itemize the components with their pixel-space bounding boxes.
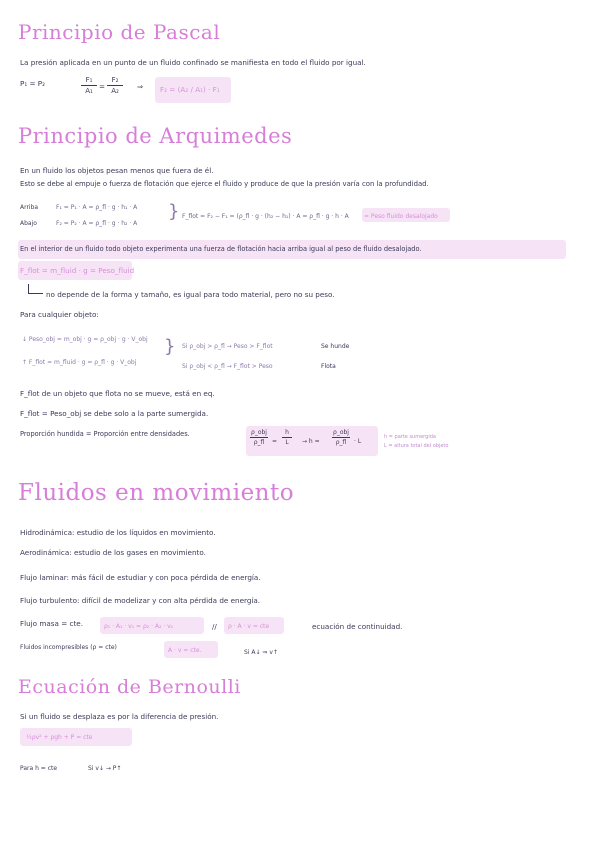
bernoulli-line2-b: Si v↓ → P↑	[88, 765, 122, 772]
fluidos-incomp-eq: A · v = cte.	[168, 647, 202, 654]
arquimedes-title: Principio de Arquimedes	[18, 124, 293, 148]
arq-prop-arrow: → h =	[302, 438, 320, 445]
brace-icon: }	[164, 336, 176, 357]
arq-prop-note1: h = parte sumergida	[384, 434, 436, 440]
pascal-arrow: ⇒	[137, 82, 144, 91]
bernoulli-title: Ecuación de Bernoulli	[18, 676, 241, 698]
frac-den: A₂	[111, 87, 119, 95]
arq-prop-frac1	[250, 429, 268, 446]
arq-arriba-label: Arriba	[20, 204, 39, 211]
arq-prop-label: Proporción hundida = Proporción entre densidades.	[20, 430, 190, 438]
arq-arriba-eq: F₁ = P₁ · A = ρ_fl · g · h₁ · A	[56, 204, 138, 211]
frac-den: ρ_fl	[253, 439, 265, 446]
fluidos-incomp-note: Si A↓ ⇒ v↑	[244, 649, 278, 656]
pascal-title: Principio de Pascal	[18, 20, 221, 44]
pascal-eq1: P₁ = P₂	[20, 79, 46, 88]
frac-num: F₂	[111, 76, 119, 84]
pascal-eq-sign: =	[99, 82, 106, 91]
arq-cond2: Si ρ_obj < ρ_fl → F_flot > Peso	[182, 363, 273, 370]
fluidos-masa-label: Flujo masa = cte.	[20, 619, 83, 628]
pascal-definition: La presión aplicada en un punto de un fluido confinado se manifiesta en todo el fluido por igual.	[20, 58, 366, 67]
arq-cond1: Si ρ_obj > ρ_fl → Peso > F_flot	[182, 343, 273, 350]
fluidos-aero: Aerodinámica: estudio de los gases en movimiento.	[20, 548, 206, 557]
arq-line2: Esto se debe al empuje o fuerza de flotación que ejerce el fluido y produce de que la presión varía con la profundidad.	[20, 180, 429, 188]
frac-den: A₁	[85, 87, 93, 95]
arq-prop-tail: · L	[354, 438, 362, 445]
arq-principle-eq: F_flot = m_fluid · g = Peso_fluid	[20, 266, 135, 275]
frac-num: F₁	[85, 76, 93, 84]
arq-prop-eq: =	[272, 438, 278, 445]
arq-flot-result: = Peso fluido desalojado	[364, 213, 438, 220]
arq-abajo-label: Abajo	[20, 220, 37, 227]
arq-peso-obj: ↓ Peso_obj = m_obj · g = ρ_obj · g · V_obj	[22, 336, 148, 343]
arq-line1: En un fluido los objetos pesan menos que fuera de él.	[20, 166, 214, 175]
arq-prop-frac2	[282, 429, 292, 446]
bernoulli-eq: ½ρv² + ρgh + P = cte	[26, 734, 93, 741]
frac-den: L	[285, 439, 289, 446]
fluidos-masa-eq2: ρ · A · v = cte	[228, 623, 270, 630]
arq-prop-frac3	[332, 429, 350, 446]
fluidos-masa-sep: //	[212, 622, 217, 631]
arq-res2: Flota	[321, 363, 336, 370]
fluidos-laminar: Flujo laminar: más fácil de estudiar y con poca pérdida de energía.	[20, 573, 261, 582]
frac-num: h	[285, 429, 289, 436]
fluidos-incomp-label: Fluidos incompresibles (ρ = cte)	[20, 644, 117, 651]
fluidos-continuidad: ecuación de continuidad.	[312, 622, 403, 631]
brace-icon: }	[168, 201, 180, 222]
fluidos-masa-eq: ρ₁ · A₁ · v₁ = ρ₂ · A₂ · v₂	[104, 623, 174, 630]
frac-num: ρ_obj	[251, 429, 267, 436]
arq-note: no depende de la forma y tamaño, es igual para todo material, pero no su peso.	[46, 290, 335, 299]
arq-res1: Se hunde	[321, 343, 350, 350]
arq-flot-equal: F_flot = Peso_obj se debe solo a la parte sumergida.	[20, 409, 209, 418]
fluidos-title: Fluidos en movimiento	[18, 480, 295, 506]
frac-num: ρ_obj	[333, 429, 349, 436]
arq-flot-eq: F_flot = F₂ − F₁ = (ρ_fl · g · (h₂ − h₁) · A = ρ_fl · g · h · A	[182, 213, 349, 220]
bernoulli-line1: Si un fluido se desplaza es por la diferencia de presión.	[20, 712, 219, 721]
bernoulli-line2-a: Para h = cte	[20, 765, 58, 772]
fluidos-turbulento: Flujo turbulento: difícil de modelizar y con alta pérdida de energía.	[20, 596, 261, 605]
pascal-frac2	[107, 76, 123, 95]
arq-flota-line: F_flot de un objeto que flota no se mueve, está en eq.	[20, 389, 215, 398]
frac-den: ρ_fl	[335, 439, 347, 446]
fluidos-hidro: Hidrodinámica: estudio de los líquidos en movimiento.	[20, 528, 216, 537]
arq-principle: En el interior de un fluido todo objeto experimenta una fuerza de flotación hacia arriba igual al peso de fluido desalojado.	[20, 245, 422, 253]
arq-prop-note2: L = altura total del objeto	[384, 443, 449, 449]
arq-cualquier: Para cualquier objeto:	[20, 310, 99, 319]
pascal-eq3: F₂ = (A₂ / A₁) · F₁	[160, 85, 220, 94]
pascal-frac1	[81, 76, 97, 95]
arq-f-flot: ↑ F_flot = m_fluid · g = ρ_fl · g · V_obj	[22, 359, 137, 366]
arrow-right-icon	[28, 284, 43, 294]
arq-abajo-eq: F₂ = P₂ · A = ρ_fl · g · h₂ · A	[56, 220, 138, 227]
